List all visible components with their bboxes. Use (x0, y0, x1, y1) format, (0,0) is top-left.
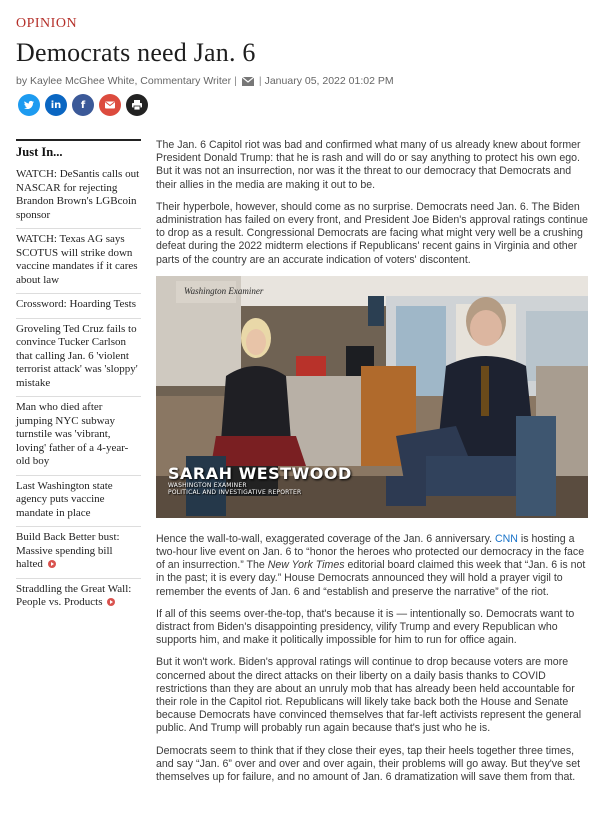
sidebar-headline-link[interactable]: Last Washington state agency puts vaccine mandate in place (16, 476, 141, 528)
print-button[interactable] (126, 94, 148, 116)
byline-separator: | (234, 75, 237, 87)
linkedin-icon: in (50, 99, 62, 111)
article-paragraph: But it won't work. Biden's approval ratings will continue to drop because voters are more concerned about the direct attacks on their liberty on a daily basis thanks to COVID restrictions than they are about an unruly mob that has already been held accountable for their role in the Capitol riot. Republicans will likely take back both the House and Senate because Democrats have convinced themselves that far-left activists represent the general public. And Trump will probably run again because that's just who he is. (156, 656, 582, 735)
linkedin-share-button[interactable] (45, 94, 67, 116)
sidebar-headline-link[interactable]: WATCH: DeSantis calls out NASCAR for rejecting Brandon Brown's LGBcoin sponsor (16, 164, 141, 229)
facebook-share-button[interactable] (72, 94, 94, 116)
washington-examiner-logo: Washington Examiner (184, 285, 264, 296)
sidebar-title: Just In... (16, 145, 63, 159)
facebook-icon: f (80, 99, 86, 111)
sidebar-headline-link[interactable]: Groveling Ted Cruz fails to convince Tucker Carlson that calling Jan. 6 'violent terrorist attack' was 'sloppy' mistake (16, 319, 141, 398)
lower-third-name: SARAH WESTWOOD (168, 463, 352, 483)
video-icon (107, 598, 115, 606)
author-email-icon[interactable] (242, 77, 254, 86)
article-paragraph: The Jan. 6 Capitol riot was bad and confirmed what many of us already knew about former President Donald Trump: that he is rash and will do or say anything to protect his own ego. But it was not an insurrection, nor was it the threat to our democracy that Democrats and their allies in the media are making it out to be. (156, 139, 581, 191)
sidebar-headline-link[interactable]: Straddling the Great Wall: People vs. Products (16, 582, 132, 608)
email-icon (104, 99, 116, 111)
just-in-sidebar (16, 139, 141, 616)
author-link[interactable]: by Kaylee McGhee White, Commentary Writer (16, 75, 232, 87)
article-paragraph: Hence the wall-to-wall, exaggerated coverage of the Jan. 6 anniversary. CNN is hosting a two-hour live event on Jan. 6 to “honor the heroes who protected our democracy in the face of an insurrection.” The New York Times editorial board claimed this week that “Jan. 6 is not in the past; it is every day.” House Democrats announced they will hold a prayer vigil to remember the events of Jan. 6 and “establish and preserve the narrative” of the riot. (156, 532, 586, 598)
sidebar-headline-link[interactable]: Man who died after jumping NYC subway turnstile was 'vibrant, loving' father of a 4-year-old boy (16, 397, 141, 476)
video-icon (48, 560, 56, 568)
byline-separator: | (258, 75, 262, 87)
article-paragraph: If all of this seems over-the-top, that's because it is — intentionally so. Democrats want to distract from Biden's disappointing presidency, vilify Trump and every Republican who supports him, and make it politically impossible for him to run for office again. (156, 607, 575, 647)
cnn-link[interactable]: CNN (495, 532, 518, 545)
article-body (156, 139, 588, 793)
article-paragraph: Democrats seem to think that if they close their eyes, tap their heels together three times, and say “Jan. 6” over and over and over again, their problems will go away. But they've set themselves up for failure, and no amount of Jan. 6 dramatization will save them from that. (156, 744, 581, 784)
lower-third-title: WASHINGTON EXAMINER POLITICAL AND INVESTIGATIVE REPORTER (168, 481, 302, 496)
section-label[interactable]: OPINION (16, 16, 78, 31)
article-headline: Democrats need Jan. 6 (16, 38, 256, 67)
twitter-share-button[interactable] (18, 94, 40, 116)
email-share-button[interactable] (99, 94, 121, 116)
sidebar-headline-link[interactable]: Build Back Better bust: Massive spending bill halted (16, 527, 141, 579)
sidebar-headline-link[interactable]: WATCH: Texas AG says SCOTUS will strike down vaccine mandates if it cares about law (16, 229, 141, 294)
share-buttons (18, 94, 148, 116)
twitter-icon (23, 99, 35, 111)
print-icon (131, 99, 143, 111)
sidebar-headline-link[interactable]: Crossword: Hoarding Tests (16, 294, 141, 319)
article-paragraph: Their hyperbole, however, should come as no surprise. Democrats need Jan. 6. The Biden administration has failed on every front, and President Joe Biden's approval ratings continue to drop as a result. Congressional Democrats are facing what might very well be a crushing defeat during the 2022 midterm elections if Republicans' recent gains in Virginia and other parts of the country are an accurate indication of voters' discontent. (156, 200, 588, 266)
video-still[interactable] (156, 276, 588, 518)
byline (16, 75, 394, 87)
publish-date: January 05, 2022 01:02 PM (264, 75, 394, 87)
